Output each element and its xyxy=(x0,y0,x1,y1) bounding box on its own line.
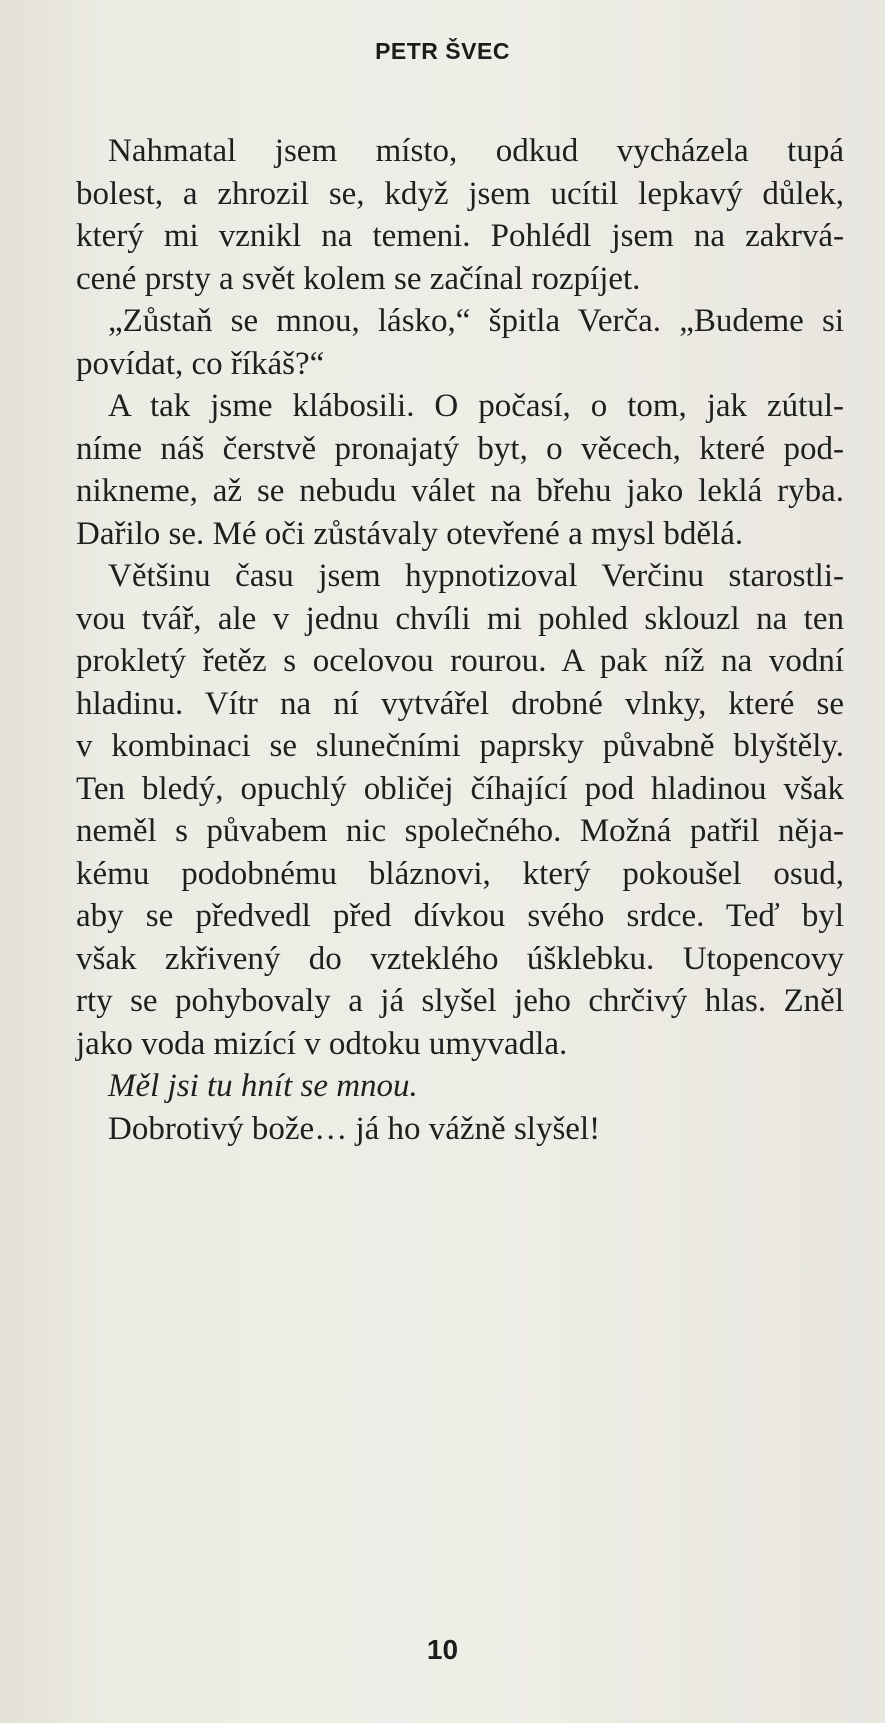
text-line: níme náš čerstvě pronajatý byt, o věcech, které pod- xyxy=(76,430,844,467)
text-line: vou tvář, ale v jednu chvíli mi pohled sklouzl na ten xyxy=(76,600,844,637)
text-line: Ten bledý, opuchlý obličej číhající pod hladinou však xyxy=(76,770,844,807)
text-line: hladinu. Vítr na ní vytvářel drobné vlnky, které se xyxy=(76,685,844,722)
text-line: Dařilo se. Mé oči zůstávaly otevřené a mysl bdělá. xyxy=(76,515,744,552)
text-line: bolest, a zhrozil se, když jsem ucítil lepkavý důlek, xyxy=(76,175,844,212)
paragraph xyxy=(76,300,844,385)
text-line: A tak jsme klábosili. O počasí, o tom, jak zútul- xyxy=(108,388,844,424)
text-line: Většinu času jsem hypnotizoval Verčinu starostli- xyxy=(108,558,844,594)
text-line: kému podobnému bláznovi, který pokoušel osud, xyxy=(76,855,844,892)
text-line: jako voda mizící v odtoku umyvadla. xyxy=(76,1025,568,1062)
text-line: Nahmatal jsem místo, odkud vycházela tupá xyxy=(108,133,844,169)
page-number: 10 xyxy=(426,1634,459,1665)
paragraph xyxy=(76,1065,844,1108)
text-line: v kombinaci se slunečními paprsky půvabně blyštěly. xyxy=(76,728,844,764)
text-line: Měl jsi tu hnít se mnou. xyxy=(108,1068,418,1104)
text-line: však zkřivený do vzteklého úšklebku. Utopencovy xyxy=(76,940,844,977)
text-line: aby se předvedl před dívkou svého srdce. Teď byl xyxy=(76,898,844,934)
text-line: cené prsty a svět kolem se začínal rozpíjet. xyxy=(76,260,641,297)
text-line: Dobrotivý bože… já ho vážně slyšel! xyxy=(108,1110,601,1147)
text-line: neměl s půvabem nic společného. Možná patřil něja- xyxy=(76,813,844,849)
text-line: „Zůstaň se mnou, lásko,“ špitla Verča. „Budeme si xyxy=(108,303,844,339)
text-line: prokletý řetěz s ocelovou rourou. A pak níž na vodní xyxy=(76,643,844,679)
text-line: rty se pohybovaly a já slyšel jeho chrčivý hlas. Zněl xyxy=(76,983,844,1019)
text-line: který mi vznikl na temeni. Pohlédl jsem na zakrvá- xyxy=(76,218,844,254)
text-line: nikneme, až se nebudu válet na břehu jako leklá ryba. xyxy=(76,473,844,509)
paragraph xyxy=(76,1108,844,1151)
body-text xyxy=(76,130,844,1150)
paragraph xyxy=(76,385,844,555)
running-head-author: PETR ŠVEC xyxy=(375,38,510,64)
text-line: povídat, co říkáš?“ xyxy=(76,345,325,382)
paragraph xyxy=(76,130,844,300)
paragraph xyxy=(76,555,844,1065)
